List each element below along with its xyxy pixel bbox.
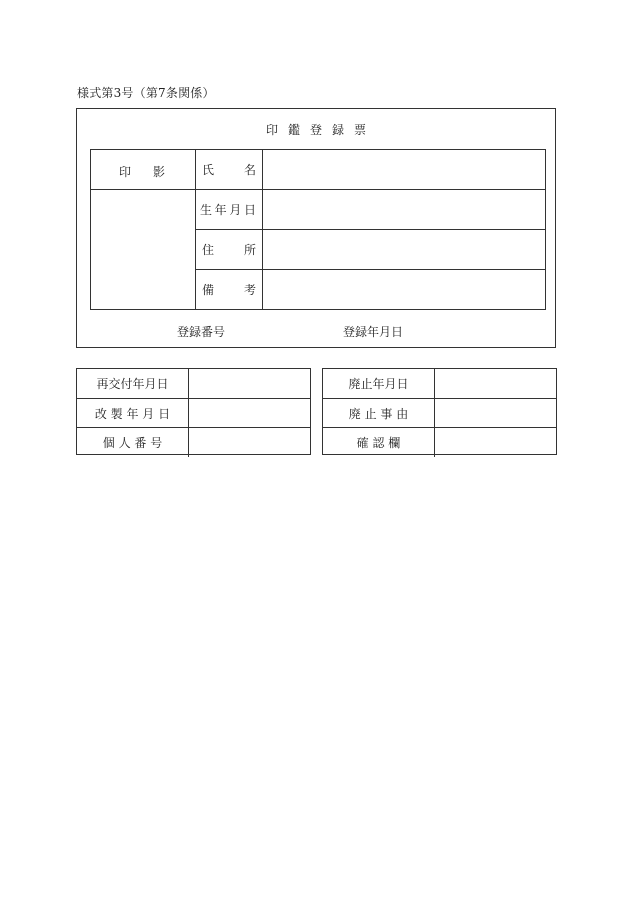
reissue-date-field[interactable] [189,369,310,398]
abolition-table [322,368,557,455]
birth-date-label: 生 年 月 日 [200,203,256,217]
remarks-label: 備 考 [202,283,256,297]
revision-date-field[interactable] [189,399,310,428]
abolition-date-label: 廃止年月日 [323,369,435,398]
abolition-reason-label: 廃 止 事 由 [323,399,435,428]
registration-number-label: 登録番号 [177,325,226,339]
table-row [323,427,556,457]
personal-number-label: 個 人 番 号 [77,428,189,457]
card-title: 印鑑登録票 [265,123,376,137]
table-row [323,369,556,398]
birth-date-field[interactable] [263,190,545,229]
abolition-reason-field[interactable] [435,399,556,428]
table-row [77,427,310,457]
form-number: 様式第3号（第7条関係） [77,86,215,100]
table-row [77,398,310,428]
table-row [323,398,556,428]
address-label: 住 所 [202,243,256,257]
reissue-table [76,368,311,455]
name-field[interactable] [263,150,545,189]
abolition-date-field[interactable] [435,369,556,398]
seal-impression-label: 印 影 [119,165,165,179]
seal-impression-area[interactable] [91,190,195,310]
table-row [77,369,310,398]
remarks-field[interactable] [263,270,545,309]
name-label: 氏 名 [202,163,256,177]
registration-grid [90,149,546,310]
confirmation-label: 確 認 欄 [323,428,435,457]
address-field[interactable] [263,230,545,269]
seal-registration-card [76,108,556,348]
personal-number-field[interactable] [189,428,310,457]
revision-date-label: 改 製 年 月 日 [77,399,189,428]
reissue-date-label: 再交付年月日 [77,369,189,398]
confirmation-field[interactable] [435,428,556,457]
registration-date-label: 登録年月日 [343,325,404,339]
